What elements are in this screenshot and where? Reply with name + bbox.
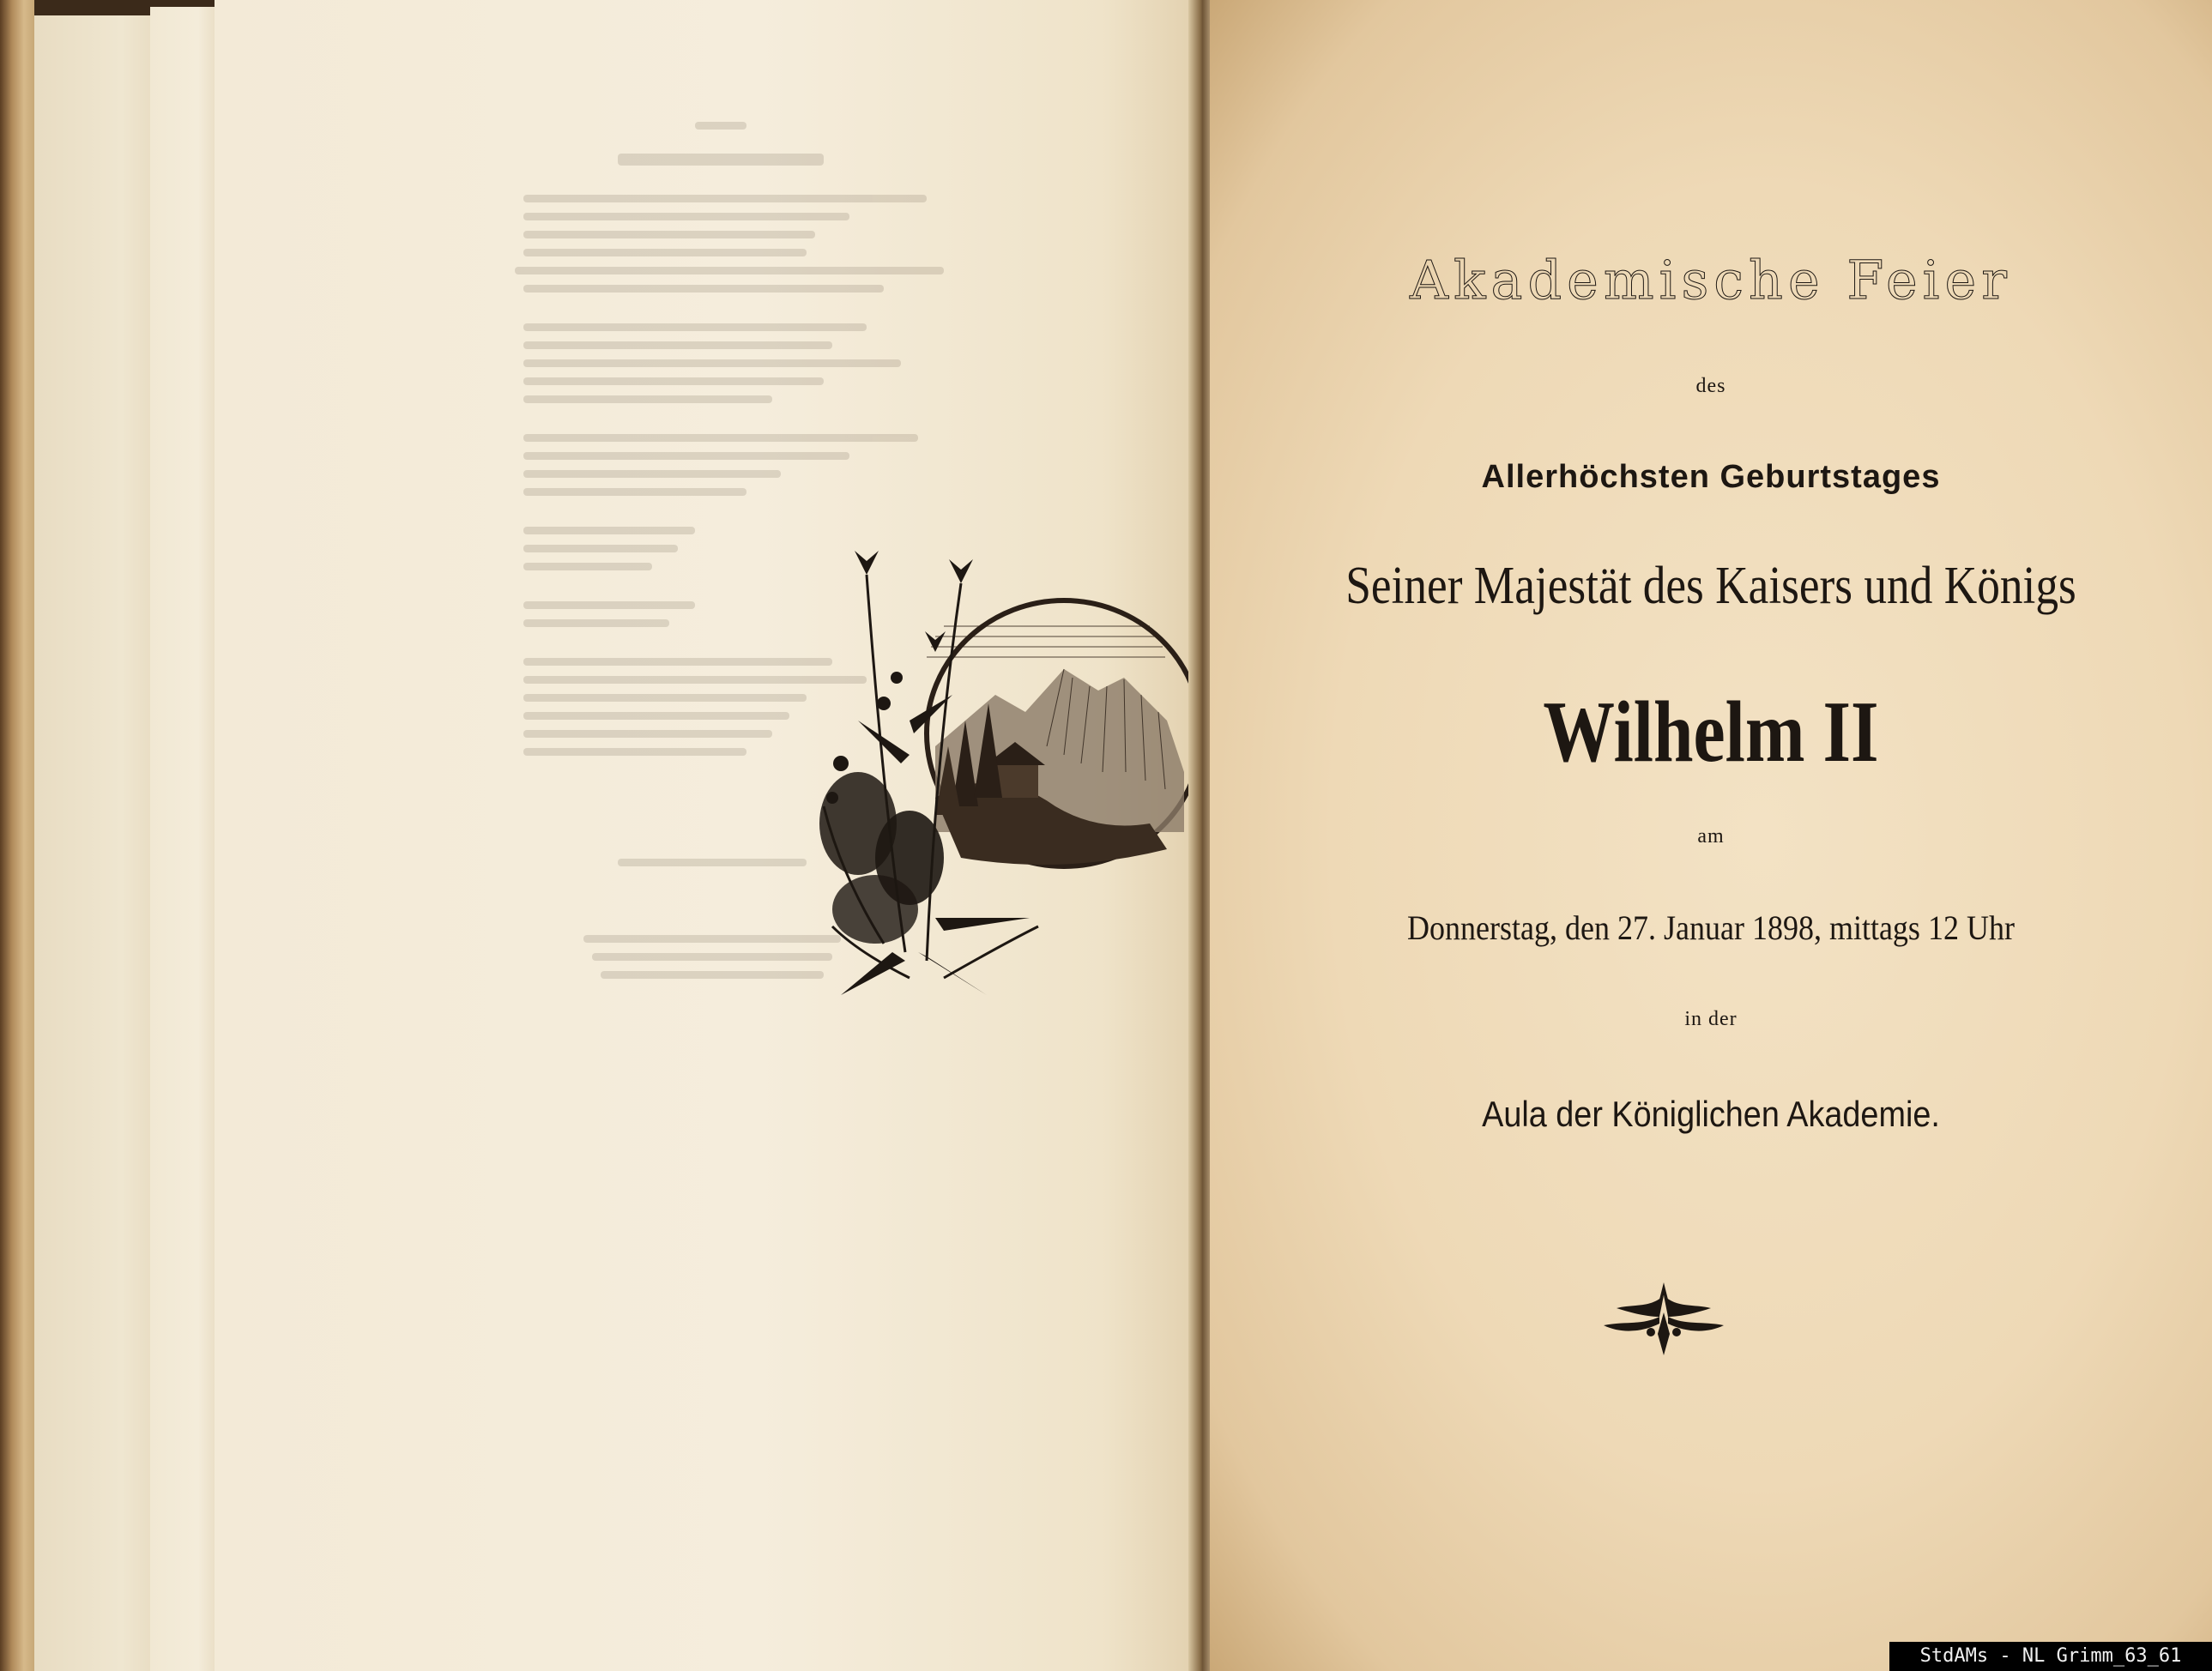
line-ort: Aula der Königlichen Akademie. xyxy=(1482,1094,1940,1134)
line-des: des xyxy=(1695,375,1726,397)
line-majestaet: Seiner Majestät des Kaisers und Königs xyxy=(1345,557,2076,615)
landscape-vignette-icon xyxy=(807,549,1201,995)
line-inder: in der xyxy=(1684,1008,1738,1030)
archive-label: StdAMs - NL Grimm_63_61 xyxy=(1889,1642,2212,1671)
line-am: am xyxy=(1697,825,1725,848)
book-cover-edge xyxy=(0,0,34,1671)
line-datum: Donnerstag, den 27. Januar 1898, mittags 12 Uhr xyxy=(1407,908,2015,947)
floral-ornament-icon xyxy=(1599,1274,1728,1360)
page-title: Akademische Feier xyxy=(1410,249,2012,311)
line-name: Wilhelm II xyxy=(1543,684,1879,781)
left-page xyxy=(215,0,1201,1671)
right-page xyxy=(1210,0,2212,1671)
page-edge-stack-inner xyxy=(150,7,221,1671)
line-geburtstag: Allerhöchsten Geburtstages xyxy=(1481,459,1941,495)
title-page-text xyxy=(1210,0,2212,1671)
